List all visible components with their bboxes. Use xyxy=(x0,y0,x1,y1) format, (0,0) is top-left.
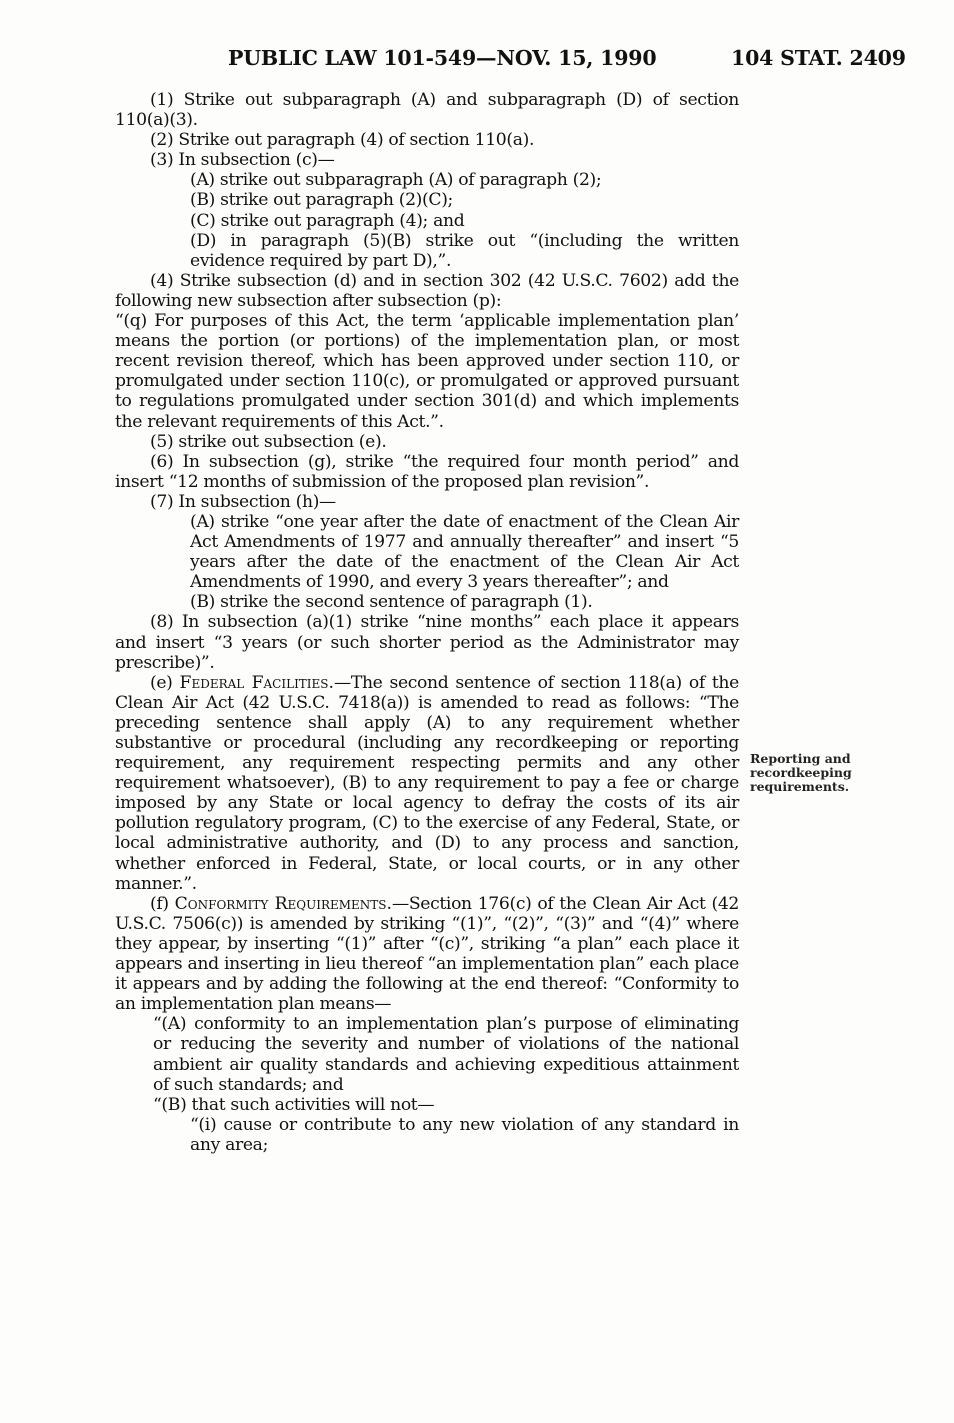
law-citation: PUBLIC LAW 101-549—NOV. 15, 1990 xyxy=(228,46,657,70)
paragraph-3-b: (B) strike out paragraph (2)(C); xyxy=(190,190,453,211)
paragraph-2: (2) Strike out paragraph (4) of section 110(a). xyxy=(150,130,535,151)
subsection-f-heading: Conformity Requirements. xyxy=(174,893,392,914)
paragraph-3-d: (D) in paragraph (5)(B) strike out “(including the written evidence required by part D),”. xyxy=(190,230,739,271)
stat-citation: 104 STAT. 2409 xyxy=(731,46,906,70)
paragraph-1: (1) Strike out subparagraph (A) and subparagraph (D) of section 110(a)(3). xyxy=(115,90,739,131)
paragraph-4-q: “(q) For purposes of this Act, the term ‘applicable implementation plan’ means the portion (or portions) of the implementation plan, or most recent revision thereof, which has been approved under section 110, or promulgated under section 110(c), or promulgated or approved pursuant to regulations promulgated under section 301(d) and which implements the relevant requirements of this Act.”. xyxy=(115,311,739,432)
margin-note: Reporting and recordkeeping requirements. xyxy=(750,751,852,794)
paragraph-f-b: “(B) that such activities will not— xyxy=(153,1094,435,1115)
subsection-e xyxy=(115,673,739,894)
paragraph-f-b-i: “(i) cause or contribute to any new violation of any standard in any area; xyxy=(190,1114,739,1155)
paragraph-5: (5) strike out subsection (e). xyxy=(150,431,387,452)
paragraph-3-c: (C) strike out paragraph (4); and xyxy=(190,210,465,231)
subsection-e-label: (e) xyxy=(150,672,180,693)
subsection-f xyxy=(115,894,739,1015)
paragraph-7-b: (B) strike the second sentence of paragraph (1). xyxy=(190,592,593,613)
paragraph-f-a: “(A) conformity to an implementation plan’s purpose of eliminating or reducing the severity and number of violations of the national ambient air quality standards and achieving expeditious attainment of such standards; and xyxy=(153,1014,739,1095)
paragraph-3: (3) In subsection (c)— xyxy=(150,150,335,171)
subsection-f-label: (f) xyxy=(150,893,175,914)
paragraph-8: (8) In subsection (a)(1) strike “nine months” each place it appears and insert “3 years (or such shorter period as the Administrator may prescribe)”. xyxy=(115,612,739,673)
paragraph-7-a: (A) strike “one year after the date of enactment of the Clean Air Act Amendments of 1977 and annually thereafter” and insert “5 years after the date of the enactment of the Clean Air Act Amendments of 1990, and every 3 years thereafter”; and xyxy=(190,511,739,593)
document-body xyxy=(115,90,739,1155)
subsection-e-heading: Federal Facilities. xyxy=(179,672,334,693)
subsection-f-text: —Section 176(c) of the Clean Air Act (42 U.S.C. 7506(c)) is amended by striking “(1)”, “(2)”, “(3)” and “(4)” where they appear, by inserting “(1)” after “(c)”, striking “a plan” each place it appears and inserting in lieu thereof “an implementation plan” each place it appears and by adding the following at the end thereof: “Conformity to an implementation plan means— xyxy=(115,893,739,1015)
paragraph-6: (6) In subsection (g), strike “the required four month period” and insert “12 months of submission of the proposed plan revision”. xyxy=(115,451,739,492)
page-header xyxy=(0,46,954,72)
paragraph-7: (7) In subsection (h)— xyxy=(150,491,336,512)
subsection-e-text: —The second sentence of section 118(a) of the Clean Air Act (42 U.S.C. 7418(a)) is amended to read as follows: “The preceding sentence shall apply (A) to any requirement whether substantive or procedural (including any recordkeeping or reporting requirement, any requirement respecting permits and any other requirement whatsoever), (B) to any requirement to pay a fee or charge imposed by any State or local agency to defray the costs of its air pollution regulatory program, (C) to the exercise of any Federal, State, or local administrative authority, and (D) to any process and sanction, whether enforced in Federal, State, or local courts, or in any other manner.”. xyxy=(115,672,739,894)
paragraph-4: (4) Strike subsection (d) and in section 302 (42 U.S.C. 7602) add the following new subsection after subsection (p): xyxy=(115,270,739,311)
paragraph-3-a: (A) strike out subparagraph (A) of paragraph (2); xyxy=(190,170,602,191)
